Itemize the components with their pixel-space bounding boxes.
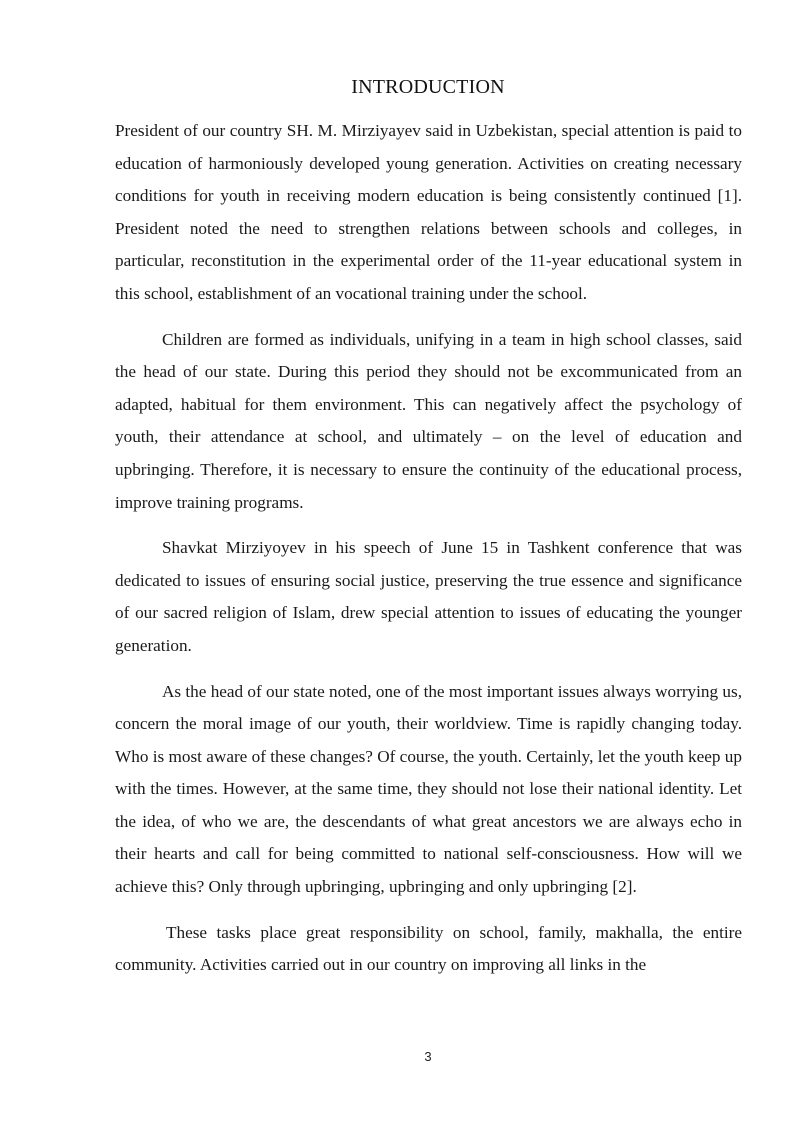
paragraph-3: Shavkat Mirziyoyev in his speech of June 15 in Tashkent conference that was dedicated to issues of ensuring social justice, preserving the true essence and significance of our sacred religion of Islam, drew special attention to issues of educating the younger generation. [115, 538, 742, 655]
body-text [115, 115, 742, 995]
page-title: INTRODUCTION [351, 76, 505, 98]
paragraph-2: Children are formed as individuals, unifying in a team in high school classes, said the head of our state. During this period they should not be excommunicated from an adapted, habitual for them environment. This can negatively affect the psychology of youth, their attendance at school, and ultimately – on the level of education and upbringing. Therefore, it is necessary to ensure the continuity of the educational process, improve training programs. [115, 329, 742, 512]
paragraph-1: President of our country SH. M. Mirziyayev said in Uzbekistan, special attention is paid to education of harmoniously developed young generation. Activities on creating necessary conditions for youth in receiving modern education is being consistently continued [1]. President noted the need to strengthen relations between schools and colleges, in particular, reconstitution in the experimental order of the 11-year educational system in this school, establishment of an vocational training under the school. [115, 121, 742, 303]
paragraph-5: These tasks place great responsibility on school, family, makhalla, the entire community. Activities carried out in our country on improving all links in the [115, 922, 742, 975]
paragraph-4: As the head of our state noted, one of the most important issues always worrying us, concern the moral image of our youth, their worldview. Time is rapidly changing today. Who is most aware of these changes? Of course, the youth. Certainly, let the youth keep up with the times. However, at the same time, they should not lose their national identity. Let the idea, of who we are, the descendants of what great ancestors we are always echo in their hearts and call for being committed to national self-consciousness. How will we achieve this? Only through upbringing, upbringing and only upbringing [2]. [115, 681, 742, 897]
page-number: 3 [424, 1049, 432, 1064]
